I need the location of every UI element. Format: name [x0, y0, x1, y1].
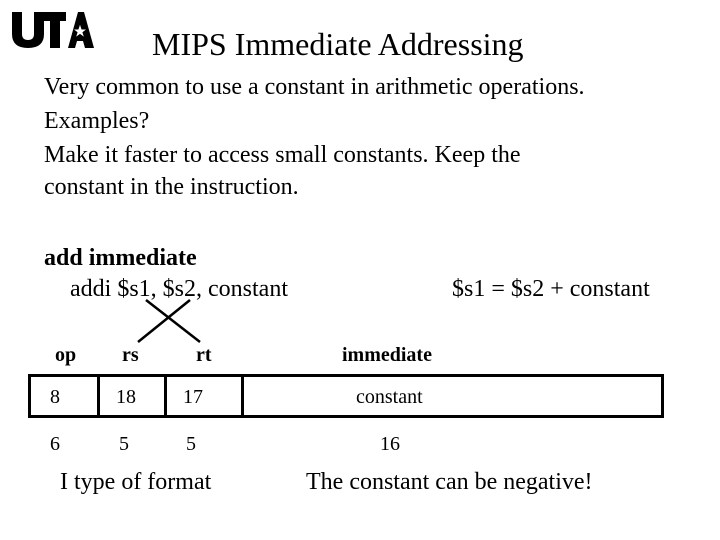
- value-immediate: constant: [356, 386, 423, 408]
- value-rt: 17: [183, 386, 203, 408]
- caption-negative-note: The constant can be negative!: [306, 469, 593, 495]
- value-op: 8: [50, 386, 60, 408]
- arrow-s2-to-rs: [138, 300, 190, 342]
- width-op: 6: [50, 433, 60, 455]
- intro-line-1: Very common to use a constant in arithmetic operations.: [44, 74, 585, 100]
- arrow-s1-to-rt: [146, 300, 200, 342]
- caption-format-type: I type of format: [60, 469, 212, 495]
- field-divider: [97, 377, 100, 415]
- value-rs: 18: [116, 386, 136, 408]
- example-instruction: addi $s1, $s2, constant: [70, 276, 288, 302]
- register-swap-arrows: [130, 296, 210, 346]
- slide-title: MIPS Immediate Addressing: [152, 26, 524, 62]
- field-label-immediate: immediate: [342, 344, 432, 366]
- section-heading: add immediate: [44, 245, 197, 271]
- width-immediate: 16: [380, 433, 400, 455]
- field-label-rs: rs: [122, 344, 139, 366]
- uta-logo: [10, 8, 94, 52]
- semantics-equation: $s1 = $s2 + constant: [452, 276, 650, 302]
- field-label-op: op: [55, 344, 77, 366]
- intro-line-2: Examples?: [44, 108, 150, 134]
- field-label-rt: rt: [196, 344, 212, 366]
- width-rs: 5: [119, 433, 129, 455]
- uta-logo-icon: [10, 8, 94, 52]
- width-rt: 5: [186, 433, 196, 455]
- intro-line-4: constant in the instruction.: [44, 174, 299, 200]
- intro-line-3: Make it faster to access small constants. Keep the: [44, 142, 521, 168]
- field-divider: [241, 377, 244, 415]
- field-divider: [164, 377, 167, 415]
